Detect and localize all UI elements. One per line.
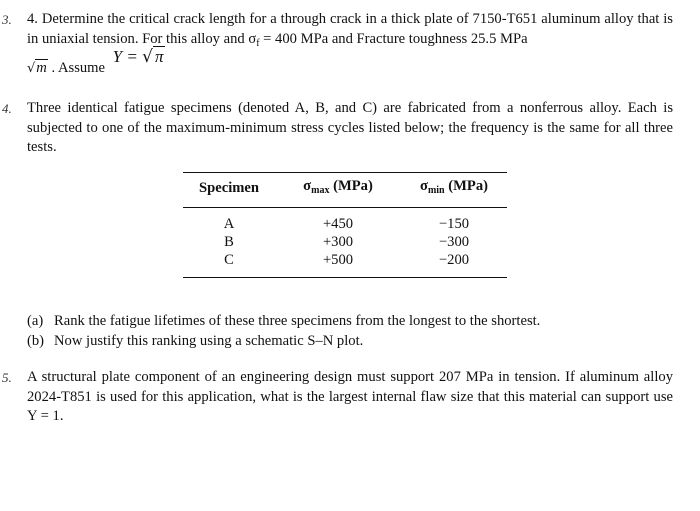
table-header-row	[183, 173, 507, 208]
cell-specimen: B	[224, 233, 234, 250]
assume-line	[27, 47, 673, 79]
table-row	[183, 207, 507, 233]
header-sigma-min: $\sigma_{min}$ (MPa)	[401, 173, 507, 208]
sigma-subscript: f	[256, 37, 260, 49]
sqrt-m-unit: √m	[27, 60, 47, 76]
cell-sigma-max: +500	[275, 251, 401, 278]
part-a: (a) Rank the fatigue lifetimes of these three specimens from the longest to the shortest.	[27, 313, 541, 329]
problem-text: 4. Determine the critical crack length for a through crack in a thick plate of 7150-T651 aluminum alloy that is in uniaxial tension. For this alloy and $\sigma_f = 400$ MPa and Fracture toughness 25.5 MPa √m . Assume Y = √ π	[27, 10, 673, 79]
part-b: (b) Now justify this ranking using a schematic S–N plot.	[27, 332, 364, 349]
problem-4-parts	[27, 312, 540, 351]
cell-sigma-min: −150	[438, 215, 470, 232]
geometry-factor-formula: Y = √ π	[112, 47, 164, 67]
header-specimen: Specimen	[183, 173, 275, 208]
assume-text: . Assume	[51, 60, 106, 76]
problem-number: 5.	[2, 370, 12, 385]
cell-sigma-min: −300	[438, 233, 470, 250]
cell-specimen: C	[183, 251, 275, 278]
table-row	[183, 233, 507, 251]
problem-text: Three identical fatigue specimens (denoted A, B, and C) are fabricated from a nonferrous alloy. Each is subjected to one of the maximum-minimum stress cycles listed below; the frequency is the same for all three tests.	[27, 100, 673, 155]
table-row	[183, 251, 507, 278]
cell-sigma-max: +300	[322, 233, 354, 250]
cell-specimen: A	[223, 215, 235, 232]
problem-number: 3.	[2, 12, 12, 27]
stress-cycle-table	[183, 172, 507, 278]
problem-number: 4.	[2, 101, 12, 116]
header-sigma-max: $\sigma_{max}$ (MPa)	[275, 173, 401, 208]
problem-text: A structural plate component of an engineering design must support 207 MPa in tension. If aluminum alloy 2024-T851 is used for this application, what is the largest internal flaw size that this material can support use Y = 1.	[27, 369, 673, 424]
cell-sigma-min: −200	[401, 251, 507, 278]
cell-sigma-max: +450	[322, 215, 354, 232]
